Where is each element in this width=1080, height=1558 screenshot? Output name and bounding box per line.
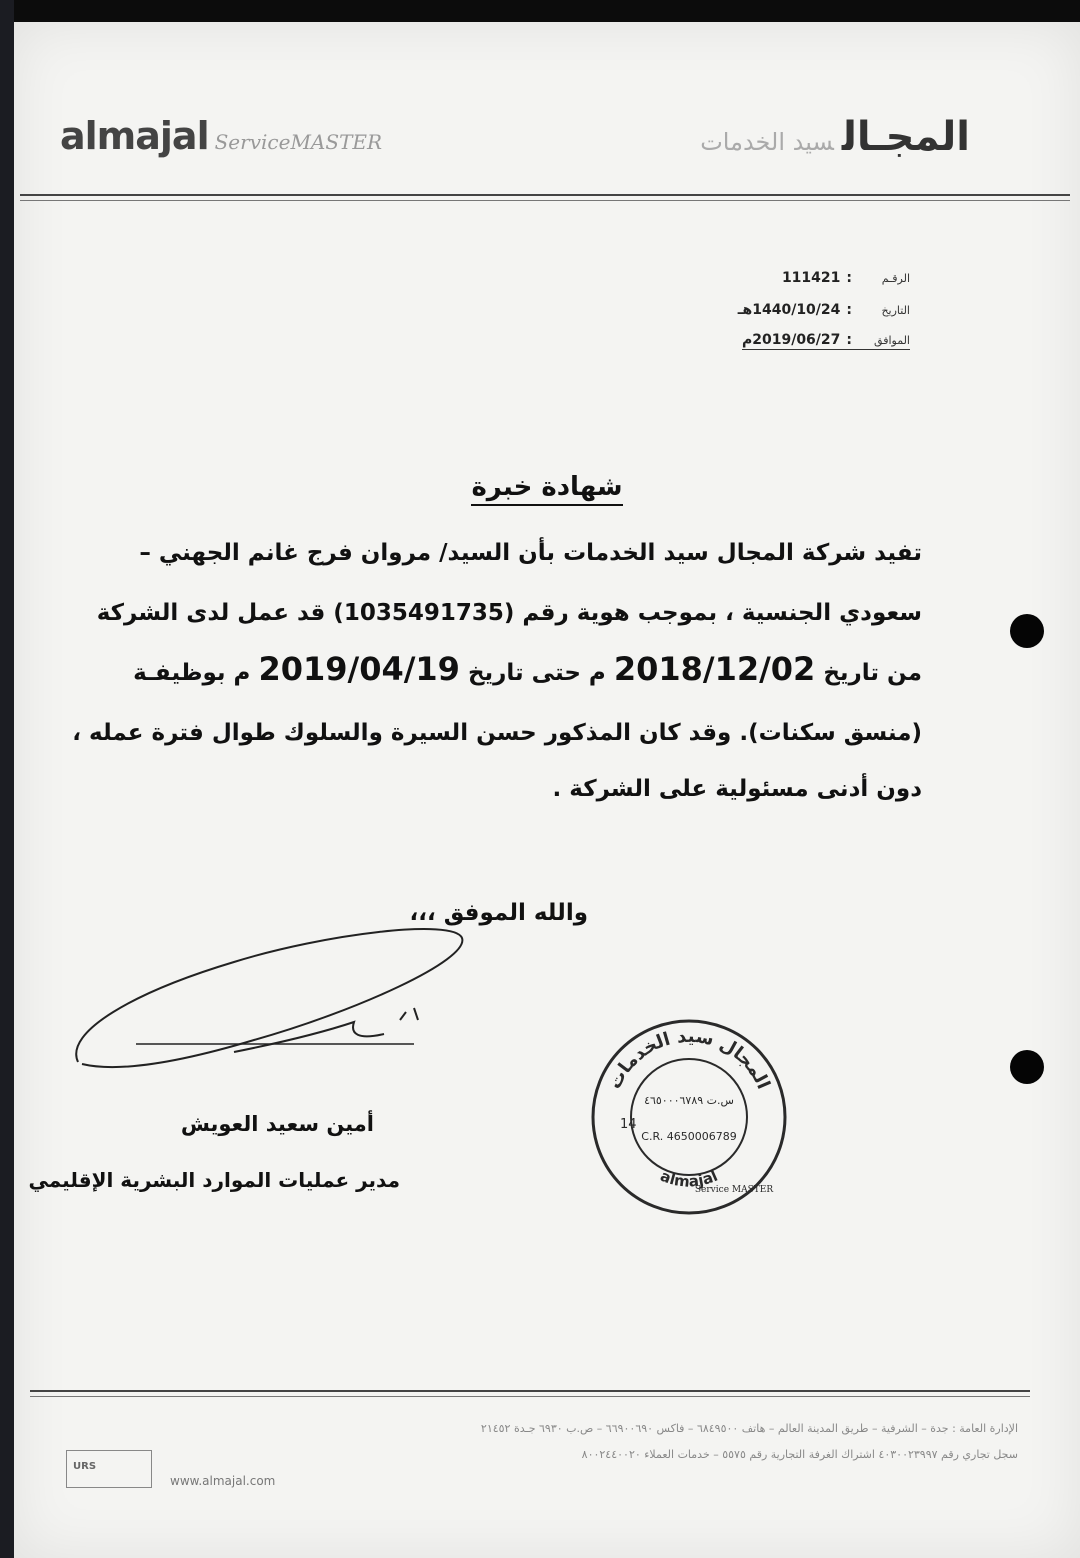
header-rule-bottom bbox=[20, 200, 1070, 201]
ref-date-value: 1440/10/24هـ bbox=[737, 302, 841, 318]
body-line-5: دون أدنى مسئولية على الشركة . bbox=[552, 776, 922, 802]
closing-phrase: والله الموفق ،،، bbox=[409, 900, 588, 926]
footer-rule-bottom bbox=[30, 1396, 1030, 1397]
start-date: 2018/12/02 bbox=[613, 650, 816, 688]
body-line-4: (منسق سكنات). وقد كان المذكور حسن السيرة والسلوك طوال فترة عمله ، bbox=[72, 720, 922, 746]
logo-brand-text: almajal bbox=[60, 114, 209, 158]
ref-number-value: 111421 bbox=[781, 270, 841, 286]
signatory-position: مدير عمليات الموارد البشرية الإقليمي bbox=[28, 1168, 400, 1192]
certificate-body bbox=[72, 540, 922, 830]
stamp-cr-english: C.R. 4650006789 bbox=[641, 1130, 737, 1143]
logo-arabic-main: المجـال bbox=[841, 114, 970, 160]
stamp-sub: Service MASTER bbox=[694, 1185, 774, 1195]
left-dark-border bbox=[0, 0, 14, 1558]
end-date: 2019/04/19 bbox=[258, 650, 460, 688]
company-stamp bbox=[584, 1012, 794, 1222]
stamp-number: 14 bbox=[620, 1117, 637, 1132]
ref-date-row: التاريخ:1440/10/24هـ bbox=[737, 302, 910, 318]
body-line-3: من تاريخ 2018/12/02 م حتى تاريخ 2019/04/19 م بوظيفـة bbox=[133, 650, 922, 688]
punch-hole-top bbox=[1010, 614, 1044, 648]
ref-number-row: الرقـم:111421 bbox=[781, 270, 910, 286]
signatory-name: أمين سعيد العويش bbox=[180, 1112, 374, 1136]
logo-english bbox=[60, 114, 382, 158]
body-line-2: سعودي الجنسية ، بموجب هوية رقم (1035491735) قد عمل لدى الشركة bbox=[96, 600, 922, 626]
stamp-arabic-text: المجال سيد الخدمات bbox=[604, 1025, 774, 1093]
stamp-cr-arabic: س.ت ٤٦٥٠٠٠٦٧٨٩ bbox=[644, 1094, 734, 1107]
top-dark-border bbox=[0, 0, 1080, 22]
logo-arabic-sub: سيد الخدمات bbox=[700, 128, 834, 156]
body-line-1: تفيد شركة المجال سيد الخدمات بأن السيد/ مروان فرج غانم الجهني – bbox=[139, 540, 922, 566]
certificate-title: شهادة خبرة bbox=[14, 472, 1080, 502]
header-rule-top bbox=[20, 194, 1070, 196]
signature-graphic bbox=[54, 912, 474, 1092]
footer-website: www.almajal.com bbox=[170, 1474, 276, 1488]
ref-corresponding-row: الموافق:2019/06/27م bbox=[741, 332, 910, 348]
ref-corresponding-value: 2019/06/27م bbox=[741, 332, 841, 348]
letter-page bbox=[14, 22, 1080, 1558]
logo-service-master: ServiceMASTER bbox=[214, 130, 383, 154]
urs-certification-badge: URS bbox=[66, 1450, 152, 1488]
footer-registration-line: سجل تجاري رقم ٤٠٣٠٠٢٣٩٩٧ اشتراك الغرفة التجارية رقم ٥٥٧٥ – خدمات العملاء ٨٠٠٢٤٤٠٠٢٠ bbox=[581, 1448, 1018, 1461]
logo-arabic bbox=[700, 114, 970, 160]
footer-rule-top bbox=[30, 1390, 1030, 1392]
punch-hole-bottom bbox=[1010, 1050, 1044, 1084]
stamp-brand: almajal bbox=[657, 1166, 721, 1191]
footer-address-line: الإدارة العامة : جدة – الشرفية – طريق المدينة العالم – هاتف ٦٨٤٩٥٠٠ – فاكس ٦٦٩٠٠٦٩٠ – ص.ب ٦٩٣٠ جـدة ٢١٤٥٢ bbox=[480, 1422, 1018, 1435]
